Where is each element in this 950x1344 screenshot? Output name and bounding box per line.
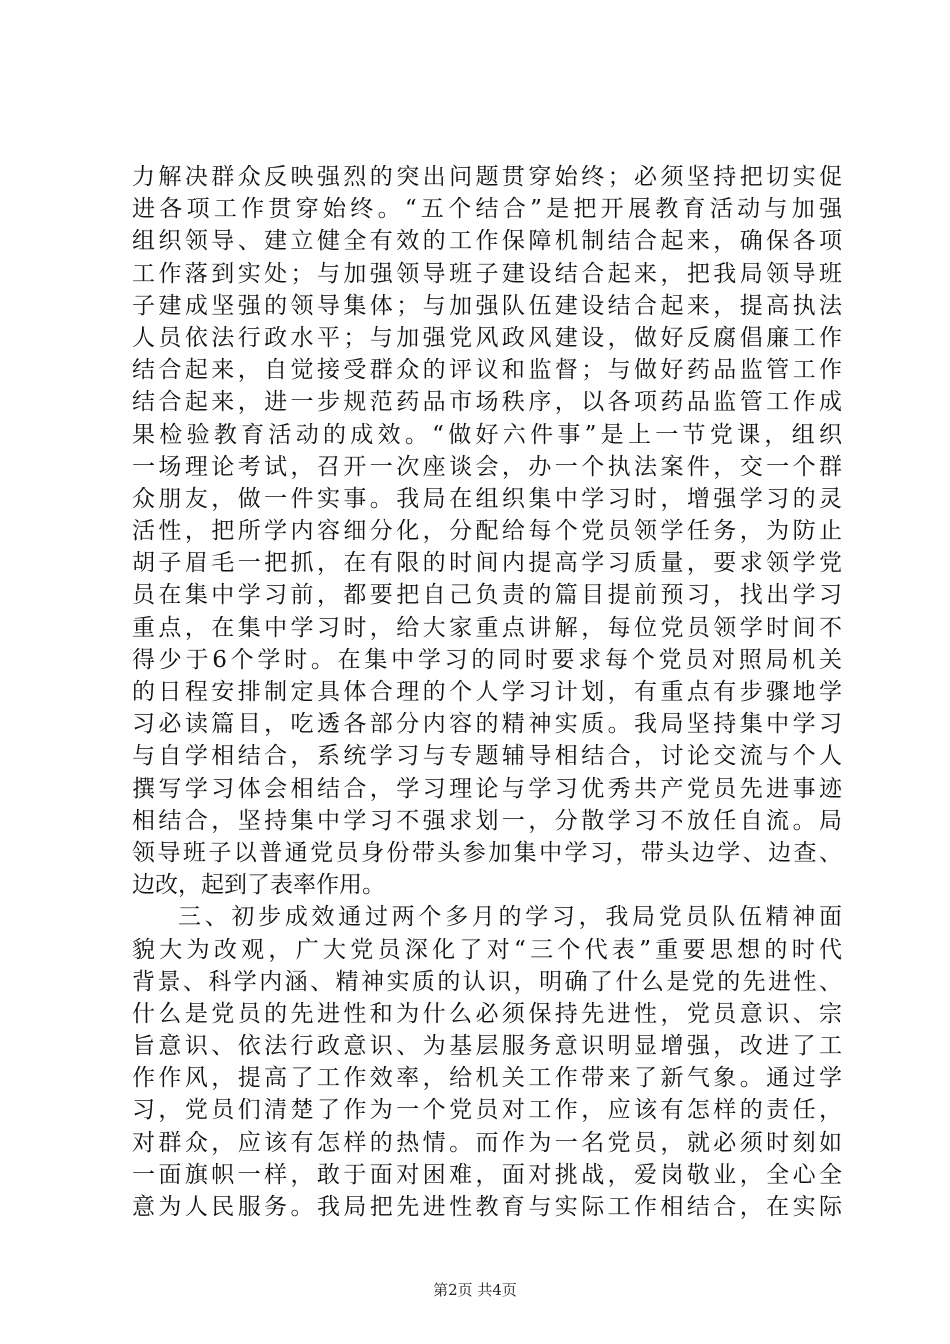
text-line: 习必读篇目，吃透各部分内容的精神实质。我局坚持集中学习 <box>132 711 842 738</box>
text-line: 胡子眉毛一把抓，在有限的时间内提高学习质量，要求领学党 <box>132 550 842 577</box>
text-line: 作作风，提高了工作效率，给机关工作带来了新气象。通过学 <box>132 1065 842 1092</box>
text-line: 一场理论考试，召开一次座谈会，办一个执法案件，交一个群 <box>132 453 842 480</box>
text-line: 进各项工作贯穿始终。“五个结合”是把开展教育活动与加强 <box>132 196 842 223</box>
text-line: 员在集中学习前，都要把自己负责的篇目提前预习，找出学习 <box>132 582 842 609</box>
text-line: 貌大为改观，广大党员深化了对“三个代表”重要思想的时代 <box>132 936 842 963</box>
text-line: 习，党员们清楚了作为一个党员对工作，应该有怎样的责任， <box>132 1097 842 1124</box>
text-line: 子建成坚强的领导集体；与加强队伍建设结合起来，提高执法 <box>132 292 842 319</box>
text-line: 结合起来，进一步规范药品市场秩序，以各项药品监管工作成 <box>132 389 842 416</box>
page-number-footer: 第2页 共4页 <box>433 1281 517 1299</box>
document-body <box>132 161 842 1223</box>
text-line: 活性，把所学内容细分化，分配给每个党员领学任务，为防止 <box>132 518 842 545</box>
text-line: 什么是党员的先进性和为什么必须保持先进性，党员意识、宗 <box>132 1000 842 1027</box>
text-line: 结合起来，自觉接受群众的评议和监督；与做好药品监管工作 <box>132 357 842 384</box>
text-line: 一面旗帜一样，敢于面对困难，面对挑战，爱岗敬业，全心全 <box>132 1161 842 1188</box>
text-line: 与自学相结合，系统学习与专题辅导相结合，讨论交流与个人 <box>132 743 842 770</box>
text-line: 相结合，坚持集中学习不强求划一，分散学习不放任自流。局 <box>132 807 842 834</box>
text-line: 果检验教育活动的成效。“做好六件事”是上一节党课，组织 <box>132 421 842 448</box>
text-line: 边改，起到了表率作用。 <box>132 872 385 899</box>
text-line: 重点，在集中学习时，给大家重点讲解，每位党员领学时间不 <box>132 614 842 641</box>
text-line: 领导班子以普通党员身份带头参加集中学习，带头边学、边查、 <box>132 839 842 866</box>
text-line: 众朋友，做一件实事。我局在组织集中学习时，增强学习的灵 <box>132 485 842 512</box>
text-line: 对群众，应该有怎样的热情。而作为一名党员，就必须时刻如 <box>132 1129 842 1156</box>
text-line: 力解决群众反映强烈的突出问题贯穿始终；必须坚持把切实促 <box>132 164 842 190</box>
text-line: 背景、科学内涵、精神实质的认识，明确了什么是党的先进性、 <box>132 968 842 995</box>
text-line: 组织领导、建立健全有效的工作保障机制结合起来，确保各项 <box>132 228 842 255</box>
text-line: 撰写学习体会相结合，学习理论与学习优秀共产党员先进事迹 <box>132 775 842 802</box>
text-line: 得少于6个学时。在集中学习的同时要求每个党员对照局机关 <box>132 646 842 673</box>
text-line: 旨意识、依法行政意识、为基层服务意识明显增强，改进了工 <box>132 1033 842 1060</box>
text-line: 意为人民服务。我局把先进性教育与实际工作相结合，在实际 <box>132 1194 842 1220</box>
text-line: 三、初步成效通过两个多月的学习，我局党员队伍精神面 <box>178 904 842 931</box>
text-line: 工作落到实处；与加强领导班子建设结合起来，把我局领导班 <box>132 260 842 287</box>
text-line: 人员依法行政水平；与加强党风政风建设，做好反腐倡廉工作 <box>132 324 842 351</box>
text-line: 的日程安排制定具体合理的个人学习计划，有重点有步骤地学 <box>132 679 842 705</box>
